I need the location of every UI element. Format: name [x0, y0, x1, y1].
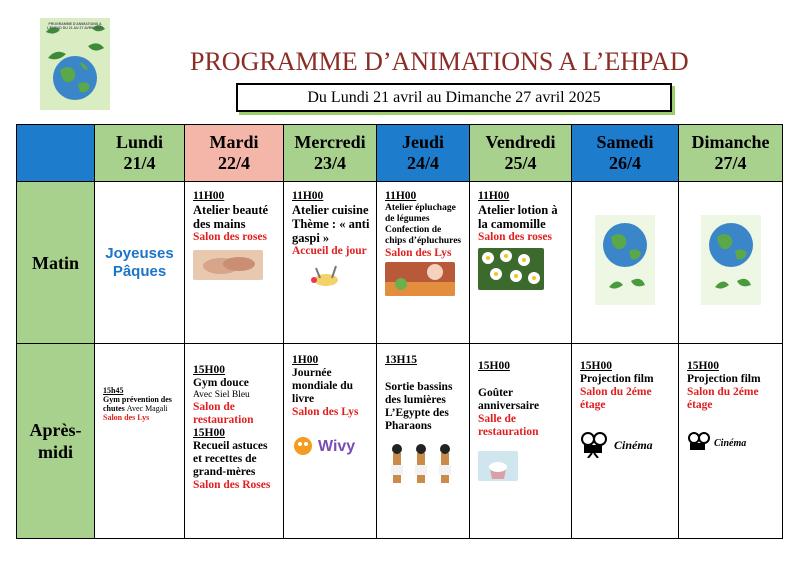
cell-mardi-apres: 15H00 Gym douce Avec Siel Bleu Salon de restauration 15H00 Recueil astuces et recettes de grand-mères Salon des Roses [185, 344, 284, 539]
cell-vendredi-matin: 11H00 Atelier lotion à la camomille Salon des roses [470, 182, 572, 344]
event-logo [40, 18, 110, 110]
schedule-table [16, 124, 783, 539]
page-title: PROGRAMME D’ANIMATIONS A L’EHPAD [190, 47, 689, 76]
wivy-logo: Wivy [292, 435, 370, 457]
row-label-apres-midi: Après- midi [17, 344, 95, 539]
cell-samedi-apres: 15H00 Projection film Salon du 2éme étage Cinéma [572, 344, 679, 539]
day-header-lundi: Lundi 21/4 [95, 125, 185, 182]
wivy-mascot-icon [292, 435, 314, 457]
cell-dimanche-apres: 15H00 Projection film Salon du 2éme étage Cinéma [679, 344, 783, 539]
cell-vendredi-apres: 15H00 Goûter anniversaire Salle de restauration [470, 344, 572, 539]
cooking-icon [306, 262, 346, 288]
cell-dimanche-matin [679, 182, 783, 344]
cell-jeudi-apres: 13H15 Sortie bassins des lumières L’Egypte des Pharaons [377, 344, 470, 539]
cell-lundi-apres: 15h45 Gym prévention des chutes Avec Magali Salon des Lys [95, 344, 185, 539]
hands-photo [193, 250, 263, 280]
cell-mercredi-apres: 1H00 Journée mondiale du livre Salon des Lys Wivy [284, 344, 377, 539]
cinema-graphic: Cinéma [580, 432, 672, 458]
row-label-matin: Matin [17, 182, 95, 344]
earth-logo [701, 215, 761, 305]
cupcake-photo [478, 451, 518, 481]
egyptian-figures-icon [385, 443, 459, 487]
cell-lundi-matin: Joyeuses Pâques [95, 182, 185, 344]
day-header-mardi: Mardi 22/4 [185, 125, 284, 182]
vegetables-photo [385, 262, 455, 296]
day-header-mercredi: Mercredi 23/4 [284, 125, 377, 182]
camomile-photo [478, 248, 544, 290]
date-range: Du Lundi 21 avril au Dimanche 27 avril 2025 [236, 83, 672, 112]
corner-cell [17, 125, 95, 182]
cell-samedi-matin [572, 182, 679, 344]
cell-mercredi-matin: 11H00 Atelier cuisine Thème : « anti gaspi » Accueil de jour [284, 182, 377, 344]
day-header-dimanche: Dimanche 27/4 [679, 125, 783, 182]
earth-logo [595, 215, 655, 305]
day-header-jeudi: Jeudi 24/4 [377, 125, 470, 182]
cinema-graphic: Cinéma [687, 432, 776, 454]
logo-text: PROGRAMME D'ANIMATIONS A L'EHPAD DU 21 AU 27 AVRIL 2025 [46, 22, 104, 30]
day-header-vendredi: Vendredi 25/4 [470, 125, 572, 182]
cell-jeudi-matin: 11H00 Atelier épluchage de légumes Confection de chips d’épluchures Salon des Lys [377, 182, 470, 344]
day-header-samedi: Samedi 26/4 [572, 125, 679, 182]
cell-mardi-matin: 11H00 Atelier beauté des mains Salon des roses [185, 182, 284, 344]
film-camera-icon [580, 432, 610, 458]
film-camera-icon [687, 432, 711, 454]
